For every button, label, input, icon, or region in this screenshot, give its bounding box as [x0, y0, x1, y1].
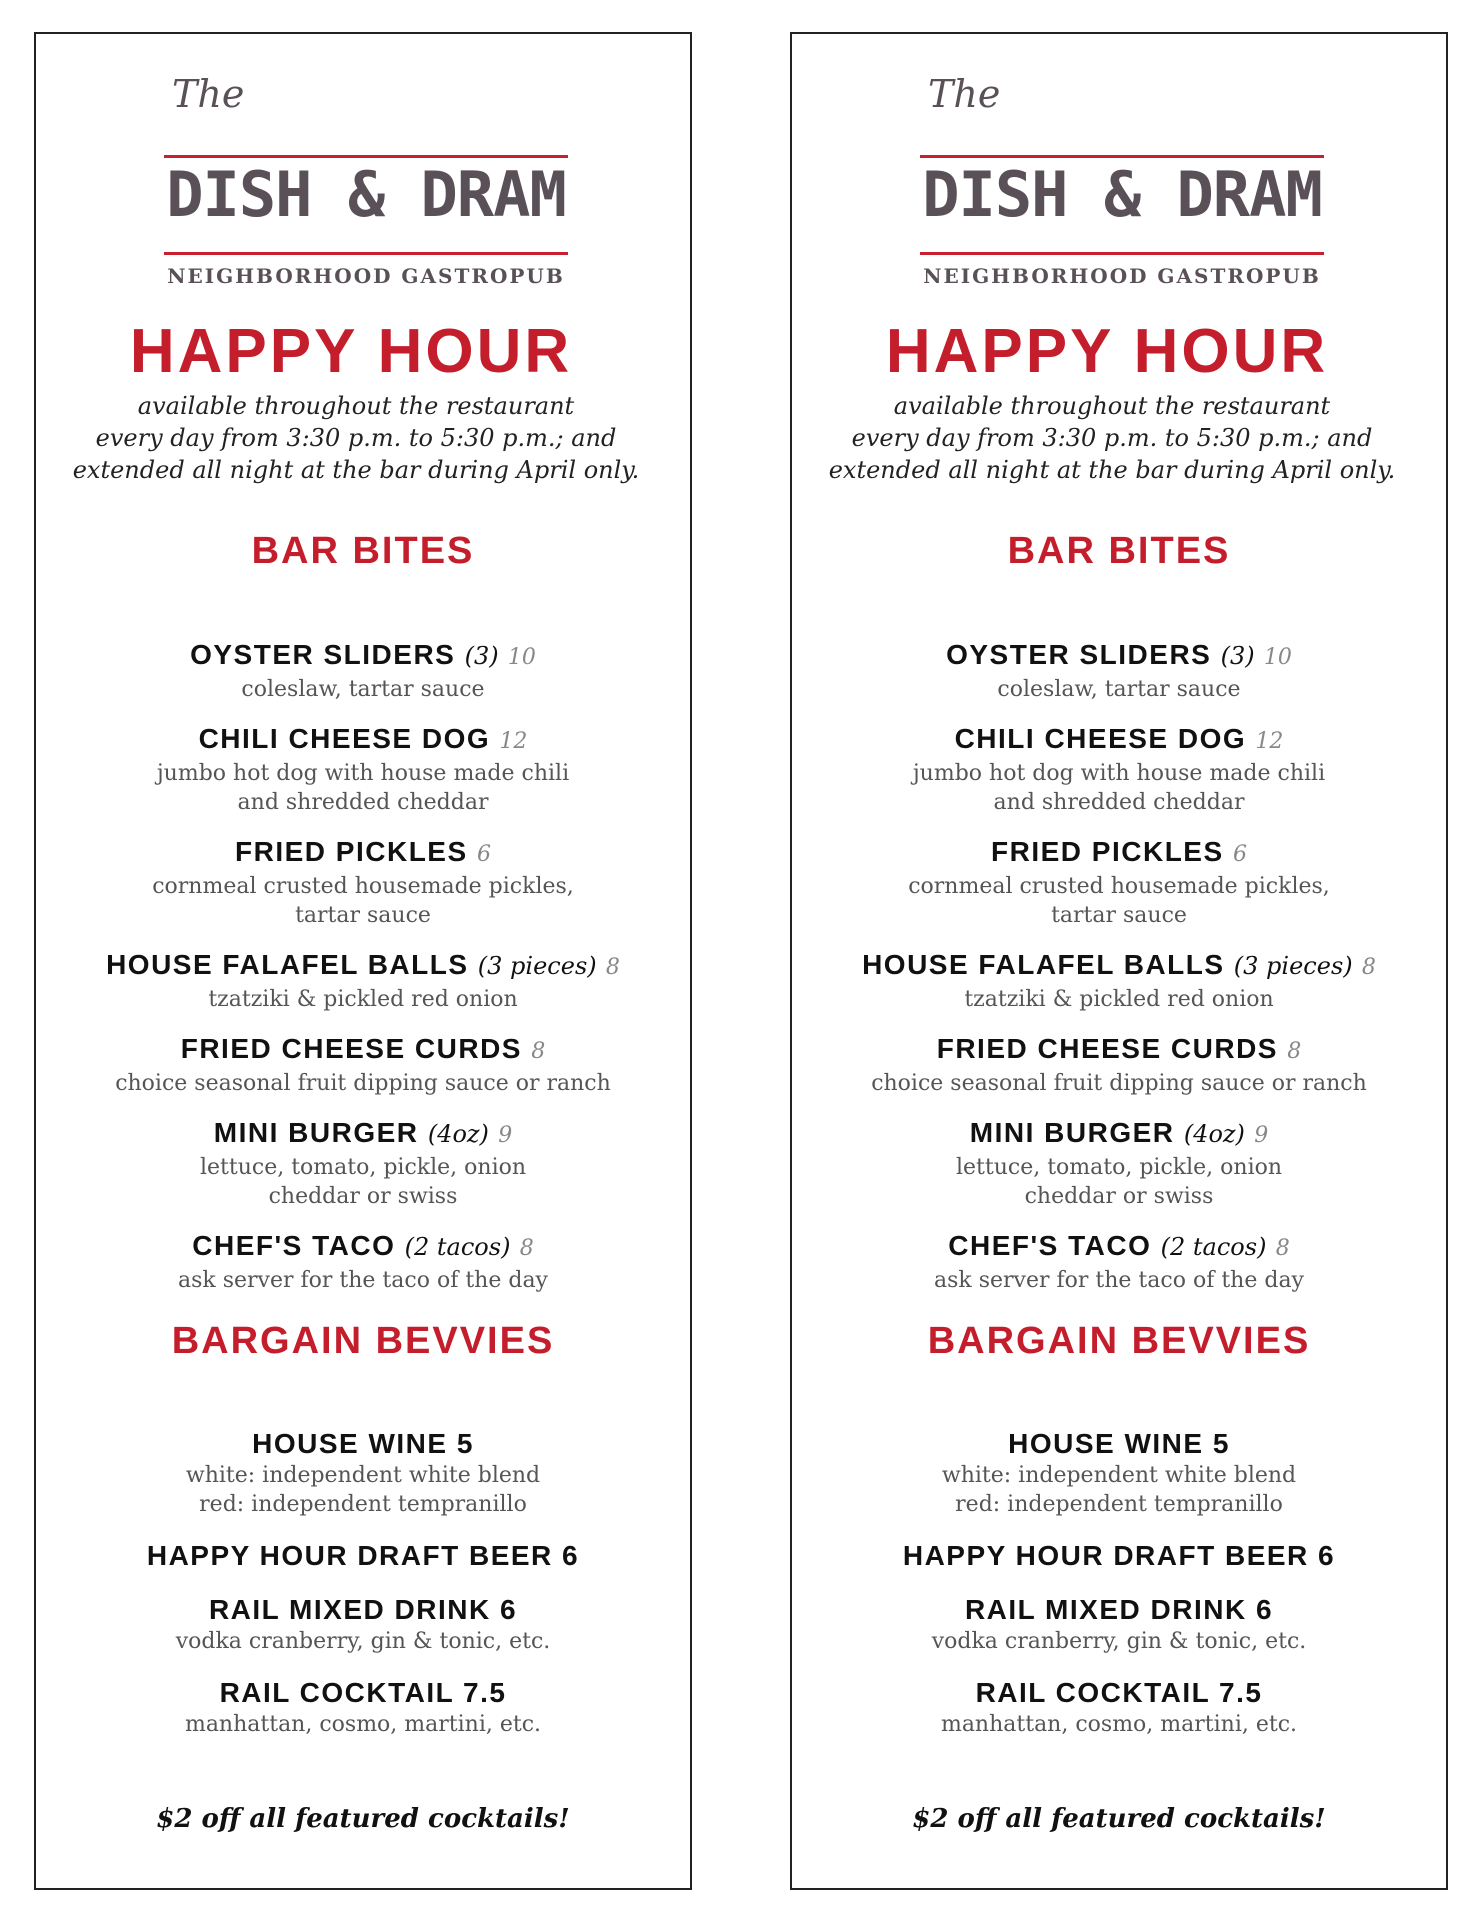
- menu-item: [792, 638, 1446, 704]
- logo-name: DISH & DRAM: [166, 158, 566, 231]
- item-desc: choice seasonal fruit dipping sauce or ranch: [871, 1071, 1367, 1096]
- menu-item: [36, 1116, 690, 1211]
- item-desc: tzatziki & pickled red onion: [964, 987, 1274, 1012]
- intro-line: every day from 3:30 p.m. to 5:30 p.m.; and: [95, 424, 617, 452]
- menu-card-left: [34, 32, 692, 1890]
- item-name: RAIL COCKTAIL 7.5: [219, 1677, 507, 1708]
- happy-hour-title: HAPPY HOUR: [885, 317, 1329, 386]
- item-name: CHILI CHEESE DOG 12: [198, 723, 528, 754]
- item-name: MINI BURGER (4oz) 9: [969, 1117, 1269, 1148]
- item-name: HOUSE FALAFEL BALLS (3 pieces) 8: [106, 949, 620, 980]
- intro-line: available throughout the restaurant: [893, 392, 1331, 420]
- bargain-bevvies-title: BARGAIN BEVVIES: [927, 1320, 1311, 1362]
- bar-bites-title: BAR BITES: [251, 530, 475, 572]
- item-desc: cornmeal crusted housemade pickles,: [152, 874, 574, 899]
- item-desc: cheddar or swiss: [1024, 1184, 1214, 1209]
- item-name: FRIED PICKLES 6: [991, 836, 1247, 867]
- intro-line: extended all night at the bar during April only.: [828, 456, 1396, 484]
- item-desc: and shredded cheddar: [237, 790, 489, 815]
- footer-promo: $2 off all featured cocktails!: [912, 1804, 1326, 1834]
- happy-hour-title: HAPPY HOUR: [129, 317, 573, 386]
- menu-item: [792, 835, 1446, 930]
- item-desc: cornmeal crusted housemade pickles,: [908, 874, 1330, 899]
- logo-name: DISH & DRAM: [922, 158, 1322, 231]
- drink-item: [792, 1593, 1446, 1656]
- intro-line: every day from 3:30 p.m. to 5:30 p.m.; and: [851, 424, 1373, 452]
- item-desc: coleslaw, tartar sauce: [997, 677, 1241, 702]
- item-name: FRIED CHEESE CURDS 8: [936, 1033, 1302, 1064]
- drink-item: [36, 1593, 690, 1656]
- item-name: OYSTER SLIDERS (3) 10: [946, 639, 1292, 670]
- drink-item: [36, 1427, 690, 1519]
- menu-item: [36, 835, 690, 930]
- item-desc: ask server for the taco of the day: [934, 1268, 1304, 1293]
- drink-item: [792, 1676, 1446, 1739]
- item-desc: tartar sauce: [295, 903, 431, 928]
- item-desc: tartar sauce: [1051, 903, 1187, 928]
- item-desc: cheddar or swiss: [268, 1184, 458, 1209]
- item-name: RAIL COCKTAIL 7.5: [975, 1677, 1263, 1708]
- logo-the: The: [928, 72, 1001, 116]
- menu-item: [792, 948, 1446, 1014]
- item-name: RAIL MIXED DRINK 6: [964, 1594, 1274, 1625]
- item-desc: white: independent white blend: [941, 1463, 1297, 1488]
- logo-rule-bottom: [164, 252, 568, 255]
- item-name: RAIL MIXED DRINK 6: [208, 1594, 518, 1625]
- menu-item: [792, 1229, 1446, 1295]
- bar-bites-list: [792, 638, 1446, 1295]
- item-name: OYSTER SLIDERS (3) 10: [190, 639, 536, 670]
- item-name: HAPPY HOUR DRAFT BEER 6: [902, 1540, 1336, 1571]
- menu-card-right: [790, 32, 1448, 1890]
- intro-line: extended all night at the bar during April only.: [72, 456, 640, 484]
- item-desc: red: independent tempranillo: [955, 1492, 1283, 1517]
- drink-item: [792, 1539, 1446, 1573]
- item-desc: ask server for the taco of the day: [178, 1268, 548, 1293]
- drink-item: [36, 1539, 690, 1573]
- logo-rule-bottom: [920, 252, 1324, 255]
- bar-bites-title: BAR BITES: [1007, 530, 1231, 572]
- item-desc: jumbo hot dog with house made chili: [156, 761, 570, 786]
- intro-line: available throughout the restaurant: [137, 392, 575, 420]
- menu-item: [36, 1032, 690, 1098]
- menu-item: [36, 948, 690, 1014]
- item-name: FRIED PICKLES 6: [235, 836, 491, 867]
- drink-item: [792, 1427, 1446, 1519]
- item-desc: manhattan, cosmo, martini, etc.: [940, 1712, 1298, 1737]
- logo-the: The: [172, 72, 245, 116]
- menu-item: [36, 722, 690, 817]
- item-desc: vodka cranberry, gin & tonic, etc.: [175, 1629, 551, 1654]
- item-name: HOUSE WINE 5: [1008, 1428, 1230, 1459]
- bargain-bevvies-list: [792, 1427, 1446, 1739]
- item-name: HOUSE FALAFEL BALLS (3 pieces) 8: [862, 949, 1376, 980]
- item-name: CHILI CHEESE DOG 12: [954, 723, 1284, 754]
- footer-promo: $2 off all featured cocktails!: [156, 1804, 570, 1834]
- menu-item: [36, 638, 690, 704]
- happy-hour-intro: [56, 390, 656, 486]
- item-name: CHEF'S TACO (2 tacos) 8: [192, 1230, 534, 1261]
- logo-subtitle: NEIGHBORHOOD GASTROPUB: [923, 264, 1321, 288]
- item-desc: red: independent tempranillo: [199, 1492, 527, 1517]
- item-name: HAPPY HOUR DRAFT BEER 6: [146, 1540, 580, 1571]
- item-desc: lettuce, tomato, pickle, onion: [199, 1155, 527, 1180]
- menu-item: [792, 722, 1446, 817]
- item-desc: coleslaw, tartar sauce: [241, 677, 485, 702]
- bargain-bevvies-title: BARGAIN BEVVIES: [171, 1320, 555, 1362]
- item-desc: jumbo hot dog with house made chili: [912, 761, 1326, 786]
- item-name: FRIED CHEESE CURDS 8: [180, 1033, 546, 1064]
- logo-subtitle: NEIGHBORHOOD GASTROPUB: [167, 264, 565, 288]
- menu-item: [36, 1229, 690, 1295]
- bar-bites-list: [36, 638, 690, 1295]
- menu-item: [792, 1116, 1446, 1211]
- item-desc: vodka cranberry, gin & tonic, etc.: [931, 1629, 1307, 1654]
- item-desc: manhattan, cosmo, martini, etc.: [184, 1712, 542, 1737]
- item-desc: tzatziki & pickled red onion: [208, 987, 518, 1012]
- item-desc: and shredded cheddar: [993, 790, 1245, 815]
- happy-hour-intro: [812, 390, 1412, 486]
- item-name: HOUSE WINE 5: [252, 1428, 474, 1459]
- item-name: CHEF'S TACO (2 tacos) 8: [948, 1230, 1290, 1261]
- bargain-bevvies-list: [36, 1427, 690, 1739]
- menu-item: [792, 1032, 1446, 1098]
- item-desc: lettuce, tomato, pickle, onion: [955, 1155, 1283, 1180]
- item-desc: choice seasonal fruit dipping sauce or ranch: [115, 1071, 611, 1096]
- drink-item: [36, 1676, 690, 1739]
- item-name: MINI BURGER (4oz) 9: [213, 1117, 513, 1148]
- item-desc: white: independent white blend: [185, 1463, 541, 1488]
